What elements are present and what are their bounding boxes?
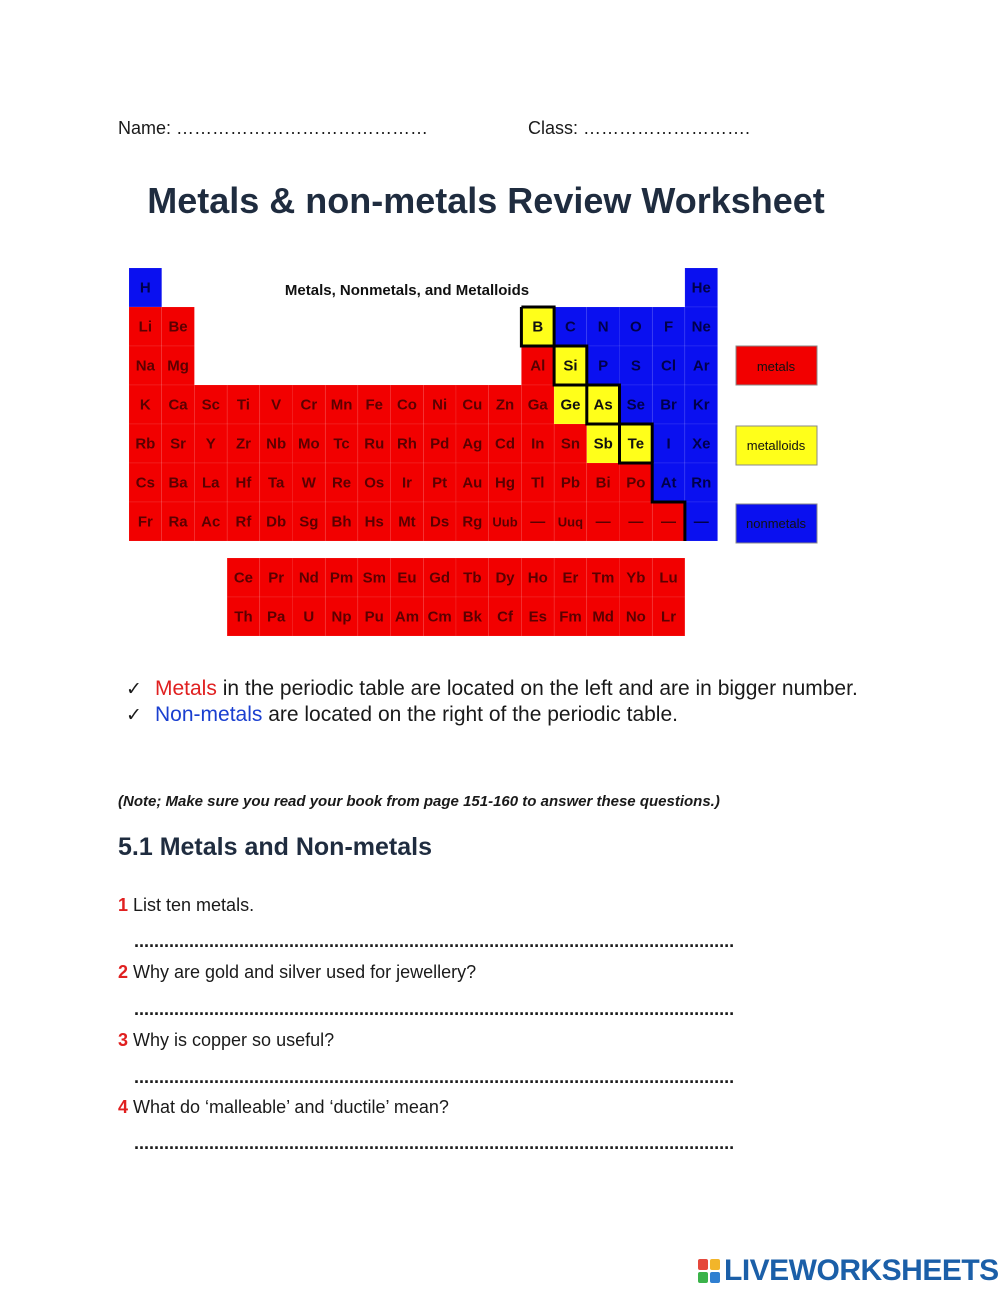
key-point-metals	[126, 676, 866, 702]
element-symbol: As	[593, 396, 613, 414]
element-symbol: Fr	[137, 513, 153, 531]
key-point-nonmetals	[126, 702, 866, 728]
logo-mark-icon	[698, 1259, 720, 1283]
element-symbol: No	[625, 608, 646, 626]
element-symbol: Ce	[233, 569, 254, 587]
element-symbol: Te	[627, 435, 645, 453]
element-symbol: Pa	[266, 608, 286, 626]
liveworksheets-logo	[698, 1254, 999, 1288]
element-symbol: Ag	[462, 435, 483, 453]
element-symbol: Bh	[331, 513, 352, 531]
element-symbol: Zr	[235, 435, 251, 453]
element-symbol: Th	[234, 608, 253, 626]
element-symbol: In	[531, 435, 545, 453]
worksheet-title: Metals & non-metals Review Worksheet	[147, 180, 825, 221]
element-symbol: Re	[331, 474, 352, 492]
element-symbol: S	[630, 357, 641, 375]
element-symbol: Ar	[692, 357, 710, 375]
class-field[interactable]: Class: ……………………….	[528, 118, 751, 138]
name-field[interactable]: Name: ……………………………………	[118, 118, 429, 138]
section-title: 5.1 Metals and Non-metals	[118, 833, 432, 861]
question-text: Why are gold and silver used for jewellery?	[128, 962, 477, 982]
element-symbol: Nb	[266, 435, 287, 453]
metals-highlight: Metals	[155, 677, 217, 700]
element-symbol: Pm	[329, 569, 354, 587]
element-symbol: Pr	[268, 569, 285, 587]
element-symbol: O	[630, 318, 642, 336]
question-text: What do ‘malleable’ and ‘ductile’ mean?	[128, 1097, 449, 1117]
element-symbol: Ho	[527, 569, 548, 587]
element-symbol: Pt	[432, 474, 448, 492]
legend-metalloids-label: metalloids	[746, 438, 806, 453]
element-symbol: Lr	[661, 608, 677, 626]
element-symbol: Yb	[626, 569, 646, 587]
element-symbol: Am	[394, 608, 420, 626]
element-symbol: Ga	[527, 396, 548, 414]
element-symbol: Tm	[591, 569, 615, 587]
element-symbol: Ir	[401, 474, 412, 492]
element-symbol: Ge	[560, 396, 581, 414]
element-symbol: Sc	[201, 396, 220, 414]
question-number: 4	[118, 1097, 129, 1117]
element-symbol: Ti	[236, 396, 250, 414]
answer-field-4[interactable]: ........................................................................................................................	[134, 1137, 735, 1151]
element-symbol: Zn	[495, 396, 515, 414]
answer-field-3[interactable]: ........................................................................................................................	[134, 1071, 735, 1085]
element-symbol: Ca	[168, 396, 188, 414]
element-symbol: Ds	[430, 513, 450, 531]
element-symbol: Nd	[298, 569, 319, 587]
element-symbol: —	[661, 513, 677, 531]
element-symbol: Mg	[167, 357, 189, 375]
element-symbol: Ni	[432, 396, 448, 414]
metals-point-text: in the periodic table are located on the left and are in bigger number.	[216, 677, 858, 700]
element-symbol: Y	[205, 435, 216, 453]
element-symbol: Rb	[135, 435, 156, 453]
element-symbol: Xe	[692, 435, 711, 453]
element-symbol: Np	[331, 608, 352, 626]
element-symbol: Cf	[497, 608, 513, 626]
logo-text: LIVEWORKSHEETS	[724, 1254, 999, 1287]
element-symbol: Hg	[495, 474, 516, 492]
legend-metals-label: metals	[756, 359, 796, 374]
periodic-table-title: Metals, Nonmetals, and Metalloids	[284, 282, 530, 299]
element-symbol: Na	[135, 357, 155, 375]
element-symbol: Db	[266, 513, 287, 531]
element-symbol: B	[532, 318, 544, 336]
element-symbol: Au	[462, 474, 483, 492]
element-symbol: Si	[563, 357, 578, 375]
element-symbol: Es	[528, 608, 547, 626]
element-symbol: Tb	[463, 569, 482, 587]
answer-field-1[interactable]: ........................................................................................................................	[134, 935, 735, 949]
element-symbol: Hf	[235, 474, 252, 492]
key-points	[126, 676, 866, 728]
element-symbol: Be	[168, 318, 188, 336]
element-symbol: Os	[364, 474, 385, 492]
element-symbol: H	[139, 279, 151, 297]
element-symbol: Cu	[462, 396, 483, 414]
element-symbol: —	[530, 513, 546, 531]
element-symbol: Bi	[595, 474, 611, 492]
reading-note: (Note; Make sure you read your book from page 151-160 to answer these questions.)	[118, 793, 720, 810]
element-symbol: Fe	[365, 396, 384, 414]
element-symbol: Ac	[201, 513, 221, 531]
element-symbol: Rh	[396, 435, 417, 453]
element-symbol: Hs	[364, 513, 384, 531]
element-symbol: Er	[562, 569, 579, 587]
element-symbol: Cm	[427, 608, 452, 626]
element-symbol: Bk	[462, 608, 482, 626]
element-symbol: P	[598, 357, 609, 375]
element-symbol: Pd	[430, 435, 450, 453]
element-symbol: I	[666, 435, 671, 453]
element-symbol: W	[301, 474, 316, 492]
element-symbol: Se	[626, 396, 646, 414]
element-symbol: Ba	[168, 474, 188, 492]
nonmetals-point-text: are located on the right of the periodic table.	[262, 703, 678, 726]
element-symbol: La	[201, 474, 220, 492]
question-text: Why is copper so useful?	[128, 1030, 335, 1050]
element-symbol: Ne	[691, 318, 711, 336]
nonmetals-highlight: Non-metals	[155, 703, 263, 726]
element-symbol: Sn	[560, 435, 581, 453]
element-symbol: Mt	[398, 513, 416, 531]
element-symbol: Pu	[364, 608, 384, 626]
element-symbol: Ta	[267, 474, 285, 492]
check-icon: ✓	[126, 704, 142, 726]
legend-nonmetals-label: nonmetals	[746, 516, 806, 531]
element-symbol: Cs	[135, 474, 155, 492]
element-symbol: Kr	[692, 396, 710, 414]
question-3	[118, 1030, 334, 1051]
element-symbol: Rn	[691, 474, 712, 492]
element-symbol: Br	[660, 396, 677, 414]
element-symbol: Sm	[362, 569, 386, 587]
element-symbol: Fm	[559, 608, 582, 626]
element-symbol: Rf	[235, 513, 252, 531]
element-symbol: Cd	[495, 435, 516, 453]
periodic-table	[129, 268, 849, 638]
element-symbol: Sb	[593, 435, 613, 453]
element-symbol: Lu	[659, 569, 678, 587]
element-symbol: Cl	[661, 357, 677, 375]
question-text: List ten metals.	[128, 895, 255, 915]
element-symbol: Pb	[560, 474, 581, 492]
element-symbol: Tl	[531, 474, 545, 492]
question-number: 3	[118, 1030, 129, 1050]
question-number: 1	[118, 895, 129, 915]
element-symbol: Ra	[168, 513, 188, 531]
element-symbol: Md	[592, 608, 614, 626]
element-symbol: Mn	[330, 396, 353, 414]
element-symbol: Uuq	[557, 514, 584, 530]
element-symbol: K	[139, 396, 151, 414]
element-symbol: Uub	[492, 514, 518, 530]
element-symbol: V	[271, 396, 282, 414]
element-symbol: He	[691, 279, 711, 297]
element-symbol: Sg	[299, 513, 319, 531]
element-symbol: Mo	[298, 435, 320, 453]
element-symbol: F	[663, 318, 674, 336]
check-icon: ✓	[126, 678, 142, 700]
question-number: 2	[118, 962, 129, 982]
element-symbol: Eu	[397, 569, 417, 587]
element-symbol: Cr	[300, 396, 318, 414]
element-symbol: Li	[138, 318, 153, 336]
element-symbol: At	[660, 474, 677, 492]
element-symbol: Al	[530, 357, 546, 375]
element-symbol: N	[597, 318, 609, 336]
element-symbol: Rg	[462, 513, 483, 531]
element-symbol: —	[693, 513, 709, 531]
element-symbol: —	[595, 513, 611, 531]
question-4	[118, 1097, 449, 1118]
element-symbol: —	[628, 513, 644, 531]
element-symbol: Dy	[495, 569, 515, 587]
answer-field-2[interactable]: ........................................................................................................................	[134, 1003, 735, 1017]
element-symbol: Ru	[364, 435, 385, 453]
element-symbol: Po	[626, 474, 646, 492]
element-symbol: Tc	[333, 435, 350, 453]
element-symbol: Gd	[429, 569, 451, 587]
question-1	[118, 895, 254, 916]
element-symbol: C	[565, 318, 576, 336]
element-symbol: Sr	[170, 435, 186, 453]
element-symbol: Co	[396, 396, 417, 414]
question-2	[118, 962, 476, 983]
element-symbol: U	[303, 608, 315, 626]
